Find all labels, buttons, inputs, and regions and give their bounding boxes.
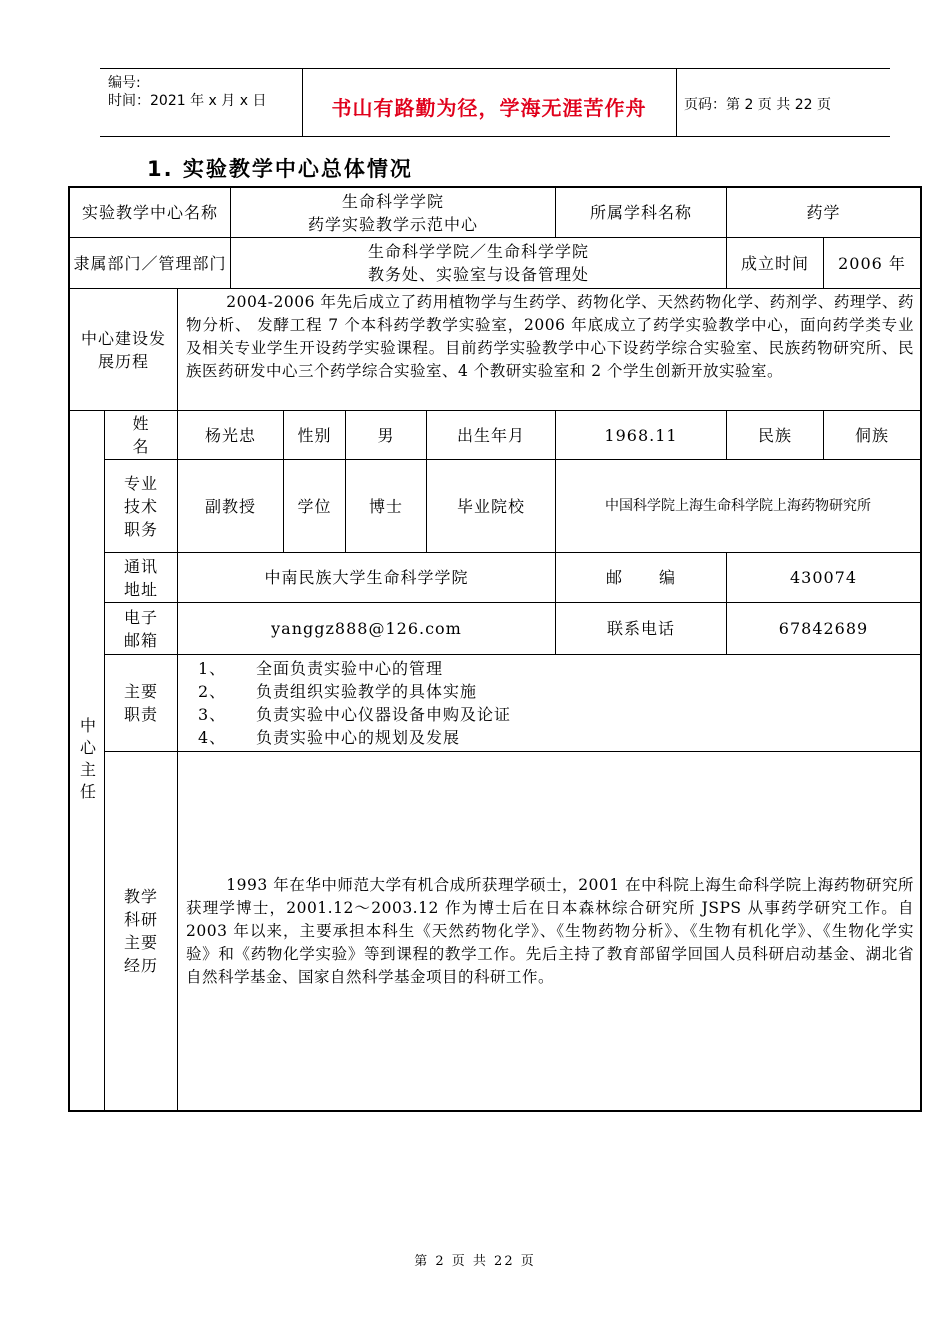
duties-cell — [177, 654, 922, 752]
address-label: 通讯地址 — [104, 552, 178, 603]
duties-list — [198, 657, 511, 749]
center-name-line1: 生命科学学院 — [341, 191, 444, 211]
duty-item: 3、 负责实验中心仪器设备申购及论证 — [198, 705, 512, 724]
founded-label: 成立时间 — [726, 237, 824, 289]
director-name-label: 姓名 — [104, 410, 178, 460]
section-title: 1. 实验教学中心总体情况 — [147, 157, 413, 181]
history-text-cell — [177, 288, 922, 411]
email-label: 电子邮箱 — [104, 602, 178, 655]
discipline-value: 药学 — [726, 186, 922, 238]
address-value: 中南民族大学生命科学学院 — [177, 552, 556, 603]
header-page-info: 页码：第 2 页 共 22 页 — [684, 97, 831, 113]
center-name-line2: 药学实验教学示范中心 — [307, 214, 478, 234]
postcode-value: 430074 — [726, 552, 922, 603]
duty-item: 2、 负责组织实验教学的具体实施 — [198, 682, 478, 701]
gender-value: 男 — [345, 410, 427, 460]
dept-value — [230, 237, 727, 289]
founded-value: 2006 年 — [823, 237, 922, 289]
ethnicity-value: 侗族 — [823, 410, 922, 460]
center-name-value — [230, 186, 556, 238]
director-name-value: 杨光忠 — [177, 410, 284, 460]
header-number-label: 编号: — [108, 75, 141, 91]
degree-value: 博士 — [345, 459, 427, 553]
ethnicity-label: 民族 — [726, 410, 824, 460]
experience-text: 1993 年在华中师范大学有机合成所获理学硕士，2001 在中科院上海生命科学院上海药物研究所获理学博士，2001.12～2003.12 作为博士后在日本森林综合研究所 JSPS 从事药学研究工作。自 2003 年以来，主要承担本科生《天然药物化学》、《生物药物分析》、《生物有机化学》、《生物化学实验》和《药物化学实验》等到课程的教学工作。先后主持了教育部留学回国人员科研启动基金、湖北省自然科学基金、国家自然科学基金项目的科研工作。 — [186, 875, 914, 986]
dept-value-line2: 教务处、实验室与设备管理处 — [367, 265, 589, 284]
experience-label: 教学科研主要经历 — [104, 751, 178, 1112]
duty-item: 4、 负责实验中心的规划及发展 — [198, 728, 461, 747]
header-time-label: 时间：2021 年 x 月 x 日 — [108, 93, 267, 109]
birth-label: 出生年月 — [426, 410, 556, 460]
birth-value: 1968.11 — [555, 410, 727, 460]
history-label: 中心建设发展历程 — [68, 288, 178, 411]
duty-item: 1、 全面负责实验中心的管理 — [198, 659, 444, 678]
header-motto: 书山有路勤为径，学海无涯苦作舟 — [331, 96, 647, 120]
director-group-label: 中心主任 — [68, 410, 105, 1112]
school-label: 毕业院校 — [426, 459, 556, 553]
footer-page-number: 第 2 页 共 22 页 — [414, 1254, 536, 1269]
duties-label: 主要职责 — [104, 654, 178, 752]
email-value: yanggz888@126.com — [177, 602, 556, 655]
school-value: 中国科学院上海生命科学院上海药物研究所 — [555, 459, 922, 553]
degree-label: 学位 — [283, 459, 346, 553]
center-name-label: 实验教学中心名称 — [68, 186, 231, 238]
discipline-label: 所属学科名称 — [555, 186, 727, 238]
header-bottom-rule — [100, 136, 890, 137]
gender-label: 性别 — [283, 410, 346, 460]
title-value: 副教授 — [177, 459, 284, 553]
postcode-label: 邮 编 — [555, 552, 727, 603]
dept-label: 隶属部门／管理部门 — [68, 237, 231, 289]
phone-label: 联系电话 — [555, 602, 727, 655]
header-top-rule — [100, 68, 890, 69]
history-text: 2004-2006 年先后成立了药用植物学与生药学、药物化学、天然药物化学、药剂学、药理学、药物分析、 发酵工程 7 个本科药学教学实验室，2006 年底成立了药学实验教学中心，面向药学类专业及相关专业学生开设药学实验课程。目前药学实验教学中心下设药学综合实验室、民族药物研究所、民族医药研发中心三个药学综合实验室、4 个教研实验室和 2 个学生创新开放实验室。 — [186, 293, 914, 380]
title-label: 专业技术职务 — [104, 459, 178, 553]
dept-value-line1: 生命科学学院／生命科学学院 — [367, 242, 589, 261]
header-divider-right — [676, 68, 677, 136]
phone-value: 67842689 — [726, 602, 922, 655]
experience-text-cell — [177, 751, 922, 1112]
